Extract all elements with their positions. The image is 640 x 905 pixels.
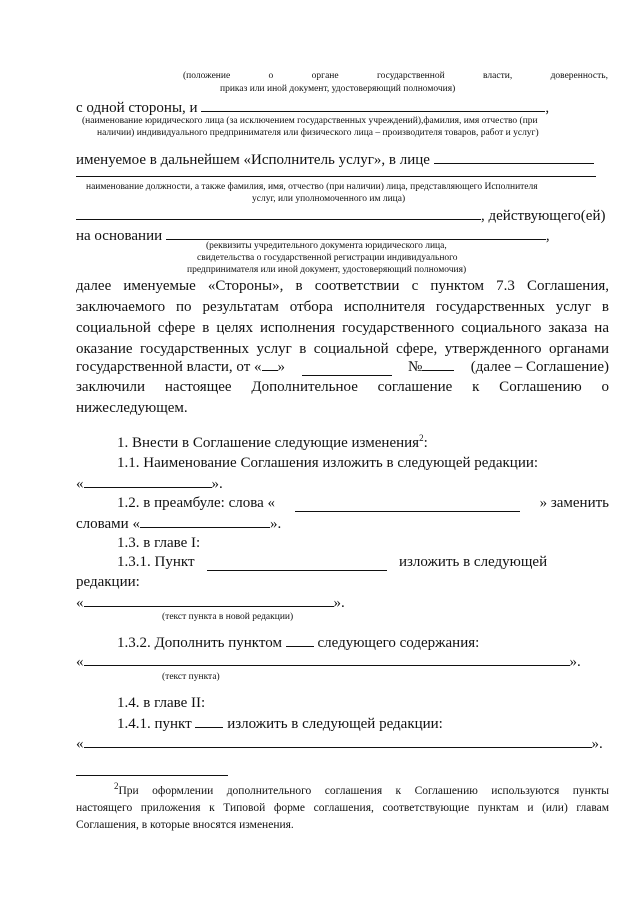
footnote-mark: 2 [114,781,119,792]
item-1-1-new-name [76,474,223,493]
item-1-2-replace: » заменить [539,495,609,511]
party-line-text: с одной стороны, и [76,100,198,116]
item-1-3-1-text: 1.3.1. Пункт [117,554,195,570]
open-quote: « [76,476,84,492]
acting-line-text: , действующего(ей) [481,208,606,224]
item-1-3-1-close-quote: ». [333,595,345,611]
preamble-date-group [76,357,285,376]
item-1-3: 1.3. в главе I: [117,535,201,551]
item-1-3-2-close-quote: ». [569,654,581,670]
item-1-3-1-point-blank[interactable] [207,557,387,571]
item-1-3-2-content-blank[interactable] [84,652,570,666]
footnote-ref[interactable]: 2 [419,433,424,443]
party-note-line-1: (наименование юридического лица (за исключением государственных учреждений),фамилия, имя отчество (при [82,116,538,126]
item-1-3-1-tail: изложить в следующей [398,554,548,570]
preamble-line-4: оказание государственных услуг в социальной сфере, утвержденного органами [76,341,609,357]
item-1-2-text: 1.2. в преамбуле: слова « [117,495,275,511]
basis-line-tail: , [545,228,550,244]
item-1-3-1 [117,553,609,571]
preamble-number-sign: № [408,359,423,375]
item-1-4-1-content [76,734,603,753]
authority-note-line-2: приказ или иной документ, удостоверяющий полномочия) [220,84,456,94]
item-1-2-close: ». [269,516,282,532]
item-1 [117,434,428,452]
item-1-2-words-text: словами « [76,516,140,532]
basis-note-line-2: свидетельства о государственной регистрации индивидуального [197,253,458,263]
item-1-3-2-note: (текст пункта) [162,672,220,682]
close-quote: ». [211,476,223,492]
footnote-line-1 [114,781,609,798]
item-1-4-1-close-quote: ». [591,736,603,752]
item-1-4-1-point-blank[interactable] [195,714,223,728]
preamble-old-words-blank[interactable] [295,498,520,512]
executor-line [76,150,594,169]
basis-note-line-1: (реквизиты учредительного документа юридического лица, [206,241,447,251]
footnote-line-2: настоящего приложения к Типовой форме соглашения, соответствующие пунктам и (или) главам [76,802,609,814]
date-day-blank[interactable] [262,357,278,371]
item-1-3-2 [117,633,479,652]
agreement-number-blank[interactable] [422,357,454,371]
preamble-hereinafter: (далее – Соглашение) [470,359,609,375]
preamble-date-text: государственной власти, от « [76,359,262,375]
item-1-3-1-open-quote: « [76,595,84,611]
item-1-3-1-note: (текст пункта в новой редакции) [162,612,294,622]
basis-blank[interactable] [166,226,546,240]
item-1-2-new-words [76,514,281,533]
item-1-3-2-open-quote: « [76,654,84,670]
item-1-1: 1.1. Наименование Соглашения изложить в следующей редакции: [117,455,539,471]
preamble-line-3: социальной сфере в целях исполнения государственного социального заказа на [76,320,609,336]
item-1-3-2-content [76,652,581,671]
footnote-line-1-text: При оформлении дополнительного соглашения к Соглашению используются пункты [118,785,609,797]
footnote-separator [76,775,228,776]
item-1-3-2-text: 1.3.2. Дополнить пунктом [117,635,282,651]
executor-line-text: именуемое в дальнейшем «Исполнитель услуг», в лице [76,152,430,168]
item-1-3-1-new-text [76,593,345,612]
item-1-3-1-editions: редакции: [76,574,140,590]
item-1-4-1-open-quote: « [76,736,84,752]
representative-full-line[interactable] [76,176,596,177]
preamble-line-2: заключаемого по результатам отбора исполнителя государственных услуг в [76,299,609,315]
item-1-4-1 [117,714,443,733]
preamble-line-7: нижеследующем. [76,400,188,416]
preamble-line-6: заключили настоящее Дополнительное соглашение к Соглашению о [76,379,609,395]
basis-line-text: на основании [76,228,163,244]
date-month-year-blank[interactable] [302,362,392,376]
acting-blank[interactable] [76,206,481,220]
party-name-blank[interactable] [201,98,545,112]
preamble-line-5 [76,357,609,376]
party-note-line-2: наличии) индивидуального предпринимателя или физического лица – производителя товаров, работ и услуг) [97,128,539,138]
item-1-4-1-tail: изложить в следующей редакции: [227,716,443,732]
agreement-name-blank[interactable] [84,474,212,488]
item-1-tail: : [423,435,428,451]
representative-note-line-2: услуг, или уполномоченного им лица) [252,194,406,204]
basis-note-line-3: предпринимателя или иной документ, удостоверяющий полномочия) [187,265,467,275]
item-1-3-2-tail: следующего содержания: [317,635,480,651]
item-1-text: 1. Внести в Соглашение следующие изменения [117,435,420,451]
preamble-new-words-blank[interactable] [140,514,270,528]
acting-line [76,206,605,225]
footnote-line-3: Соглашения, в которые вносятся изменения. [76,819,294,831]
authority-note-line-1: (положение о органе государственной власти, доверенность, [183,71,608,81]
item-1-4: 1.4. в главе II: [117,695,206,711]
executor-representative-blank[interactable] [434,150,594,164]
representative-note-line-1: наименование должности, а также фамилия, имя, отчество (при наличии) лица, представляющего Исполнителя [86,182,538,192]
item-1-4-1-text: 1.4.1. пункт [117,716,192,732]
preamble-line-1: далее именуемые «Стороны», в соответствии с пунктом 7.3 Соглашения, [76,278,609,294]
item-1-3-2-point-blank[interactable] [286,633,314,647]
preamble-date-close: » [277,359,286,375]
item-1-4-1-content-blank[interactable] [84,734,592,748]
item-1-2 [117,494,609,512]
item-1-3-1-new-text-blank[interactable] [84,593,334,607]
party-line-tail: , [545,100,550,116]
preamble-number-group [408,357,454,376]
